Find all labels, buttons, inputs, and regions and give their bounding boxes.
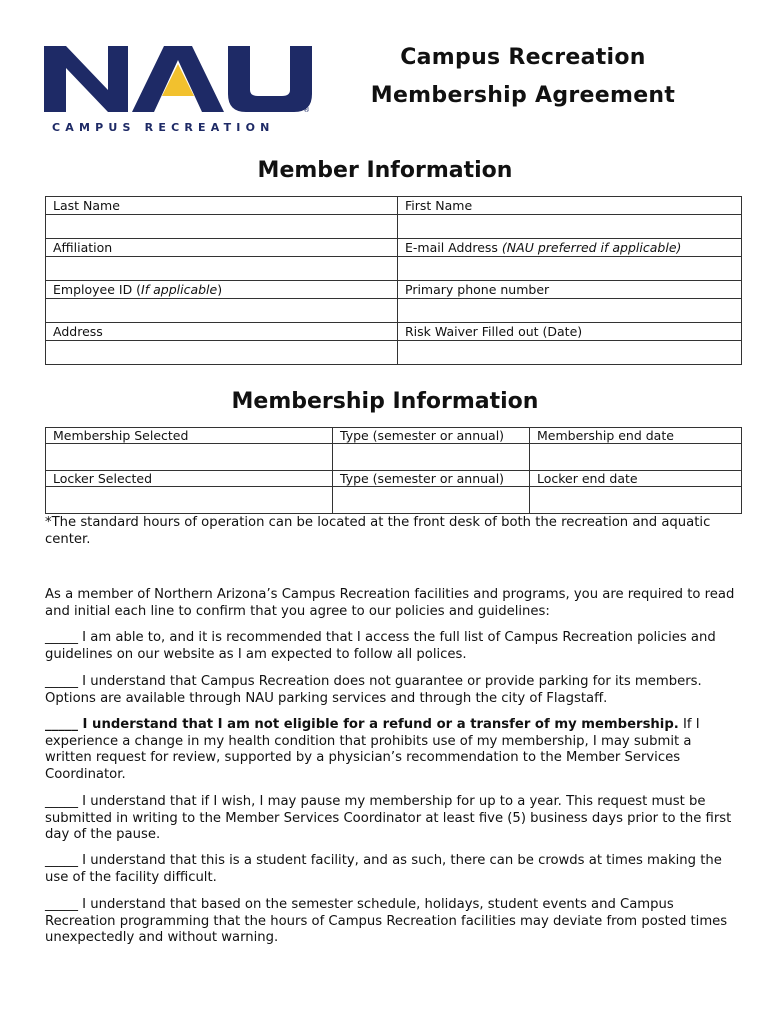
employee-id-field[interactable] — [46, 299, 398, 323]
membership-info-table — [45, 427, 742, 514]
agreement-intro: As a member of Northern Arizona’s Campus Recreation facilities and programs, you are required to read and initial each line to confirm that you agree to our policies and guidelines: — [45, 587, 735, 619]
address-label: Address — [46, 323, 398, 341]
locker-selected-field[interactable] — [46, 487, 333, 514]
risk-waiver-label: Risk Waiver Filled out (Date) — [398, 323, 742, 341]
agreement-item-1: _____ I am able to, and it is recommended that I access the full list of Campus Recreation policies and guidelines on our website as I am expected to follow all polices. — [45, 630, 716, 662]
locker-type-label: Type (semester or annual) — [333, 471, 530, 487]
agreement-item-3 — [45, 717, 735, 783]
member-info-heading: Member Information — [257, 158, 513, 183]
last-name-field[interactable] — [46, 215, 398, 239]
membership-selected-field[interactable] — [46, 444, 333, 471]
affiliation-field[interactable] — [46, 257, 398, 281]
membership-end-field[interactable] — [530, 444, 742, 471]
risk-waiver-field[interactable] — [398, 341, 742, 365]
locker-end-label: Locker end date — [530, 471, 742, 487]
member-info-table — [45, 196, 742, 365]
agreement-item-4: _____ I understand that if I wish, I may pause my membership for up to a year. This request must be submitted in writing to the Member Services Coordinator at least five (5) business days prior to the first day of the pause. — [45, 794, 732, 842]
affiliation-label: Affiliation — [46, 239, 398, 257]
email-label: E-mail Address (NAU preferred if applicable) — [398, 239, 742, 257]
membership-type-field[interactable] — [333, 444, 530, 471]
address-field[interactable] — [46, 341, 398, 365]
nau-logo-mark — [44, 44, 314, 116]
first-name-field[interactable] — [398, 215, 742, 239]
agreement-item-3-rest: If I experience a change in my health condition that prohibits use of my membership, I may submit a written request for review, supported by a physician’s recommendation to the Member Services Coordinator. — [45, 717, 700, 782]
header-title-line1: Campus Recreation — [400, 45, 646, 70]
agreement-item-3-bold: _____ I understand that I am not eligible for a refund or a transfer of my membership. — [45, 717, 679, 732]
agreement-item-5: _____ I understand that this is a student facility, and as such, there can be crowds at times making the use of the facility difficult. — [45, 853, 722, 885]
phone-field[interactable] — [398, 299, 742, 323]
header-title-line2: Membership Agreement — [370, 83, 676, 108]
agreement-item-2: _____ I understand that Campus Recreation does not guarantee or provide parking for its members. Options are available through NAU parking services and through the city of Flagstaff. — [45, 674, 702, 706]
first-name-label: First Name — [398, 197, 742, 215]
nau-logo — [44, 44, 314, 136]
phone-label: Primary phone number — [398, 281, 742, 299]
membership-end-label: Membership end date — [530, 428, 742, 444]
svg-text:®: ® — [303, 106, 310, 114]
email-field[interactable] — [398, 257, 742, 281]
logo-subtitle: CAMPUS RECREATION — [52, 121, 275, 134]
locker-selected-label: Locker Selected — [46, 471, 333, 487]
locker-type-field[interactable] — [333, 487, 530, 514]
membership-info-heading: Membership Information — [231, 389, 539, 414]
hours-note: *The standard hours of operation can be located at the front desk of both the recreation and aquatic center. — [45, 515, 711, 547]
membership-selected-label: Membership Selected — [46, 428, 333, 444]
last-name-label: Last Name — [46, 197, 398, 215]
membership-type-label: Type (semester or annual) — [333, 428, 530, 444]
agreement-item-6: _____ I understand that based on the semester schedule, holidays, student events and Campus Recreation programming that the hours of Campus Recreation facilities may deviate from posted times unexpectedly and without warning. — [45, 897, 728, 945]
locker-end-field[interactable] — [530, 487, 742, 514]
employee-id-label: Employee ID (If applicable) — [46, 281, 398, 299]
